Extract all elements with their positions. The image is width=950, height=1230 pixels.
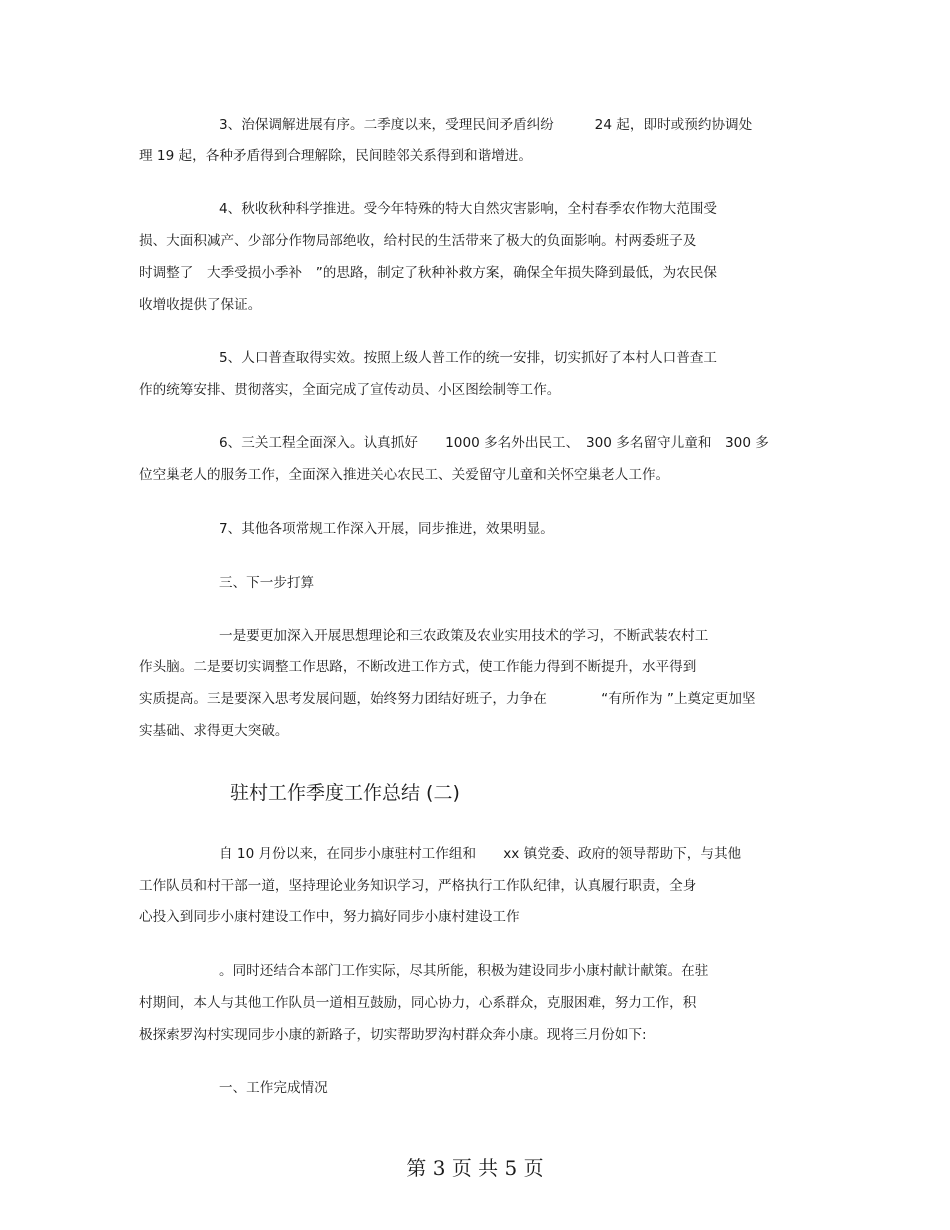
paragraph-6-line-2: 位空巢老人的服务工作，全面深入推进关心农民工、关爱留守儿童和关怀空巢老人工作。 bbox=[139, 467, 670, 483]
section-title: 驻村工作季度工作总结 (二) bbox=[230, 782, 460, 804]
paragraph-4-line-3: 时调整了 大季受损小季补 ”的思路，制定了秋种补救方案，确保全年损失降到最低，为农民保 bbox=[139, 265, 717, 281]
section-heading-next-steps: 三、下一步打算 bbox=[219, 575, 315, 591]
summary-line-6: 极探索罗沟村实现同步小康的新路子，切实帮助罗沟村群众奔小康。现将三月份如下: bbox=[139, 1027, 647, 1043]
summary-line-4: 。同时还结合本部门工作实际，尽其所能，积极为建设同步小康村献计献策。在驻 bbox=[219, 963, 709, 979]
paragraph-3-line-2: 理 19 起，各种矛盾得到合理解除，民间睦邻关系得到和谐增进。 bbox=[139, 148, 532, 164]
summary-line-2: 工作队员和村干部一道，坚持理论业务知识学习，严格执行工作队纪律，认真履行职责，全身 bbox=[139, 878, 697, 894]
summary-line-5: 村期间，本人与其他工作队员一道相互鼓励，同心协力，心系群众，克服困难，努力工作，积 bbox=[139, 995, 697, 1011]
paragraph-5-line-2: 作的统筹安排、贯彻落实，全面完成了宣传动员、小区图绘制等工作。 bbox=[139, 382, 561, 398]
page-footer: 第 3 页 共 5 页 bbox=[406, 1156, 544, 1180]
paragraph-7-line-1: 7、其他各项常规工作深入开展，同步推进，效果明显。 bbox=[219, 521, 554, 537]
next-steps-line-1: 一是要更加深入开展思想理论和三农政策及农业实用技术的学习，不断武装农村工 bbox=[219, 628, 709, 644]
section-heading-work-completion: 一、工作完成情况 bbox=[219, 1080, 328, 1096]
paragraph-4-line-1: 4、秋收秋种科学推进。受今年特殊的特大自然灾害影响，全村春季农作物大范围受 bbox=[219, 201, 718, 217]
summary-line-1: 自 10 月份以来，在同步小康驻村工作组和 xx 镇党委、政府的领导帮助下，与其他 bbox=[219, 846, 742, 862]
paragraph-3-line-1: 3、治保调解进展有序。二季度以来，受理民间矛盾纠纷 24 起，即时或预约协调处 bbox=[219, 117, 753, 133]
paragraph-4-line-4: 收增收提供了保证。 bbox=[139, 297, 262, 313]
paragraph-5-line-1: 5、人口普查取得实效。按照上级人普工作的统一安排，切实抓好了本村人口普查工 bbox=[219, 350, 718, 366]
next-steps-line-4: 实基础、求得更大突破。 bbox=[139, 723, 289, 739]
next-steps-line-3: 实质提高。三是要深入思考发展问题，始终努力团结好班子，力争在 “有所作为 ”上奠定更加坚 bbox=[139, 691, 756, 707]
next-steps-line-2: 作头脑。二是要切实调整工作思路，不断改进工作方式，使工作能力得到不断提升，水平得到 bbox=[139, 659, 697, 675]
summary-line-3: 心投入到同步小康村建设工作中，努力搞好同步小康村建设工作 bbox=[139, 909, 520, 925]
paragraph-4-line-2: 损、大面积减产、少部分作物局部绝收，给村民的生活带来了极大的负面影响。村两委班子及 bbox=[139, 233, 697, 249]
paragraph-6-line-1: 6、三关工程全面深入。认真抓好 1000 多名外出民工、 300 多名留守儿童和 300 多 bbox=[219, 435, 769, 451]
